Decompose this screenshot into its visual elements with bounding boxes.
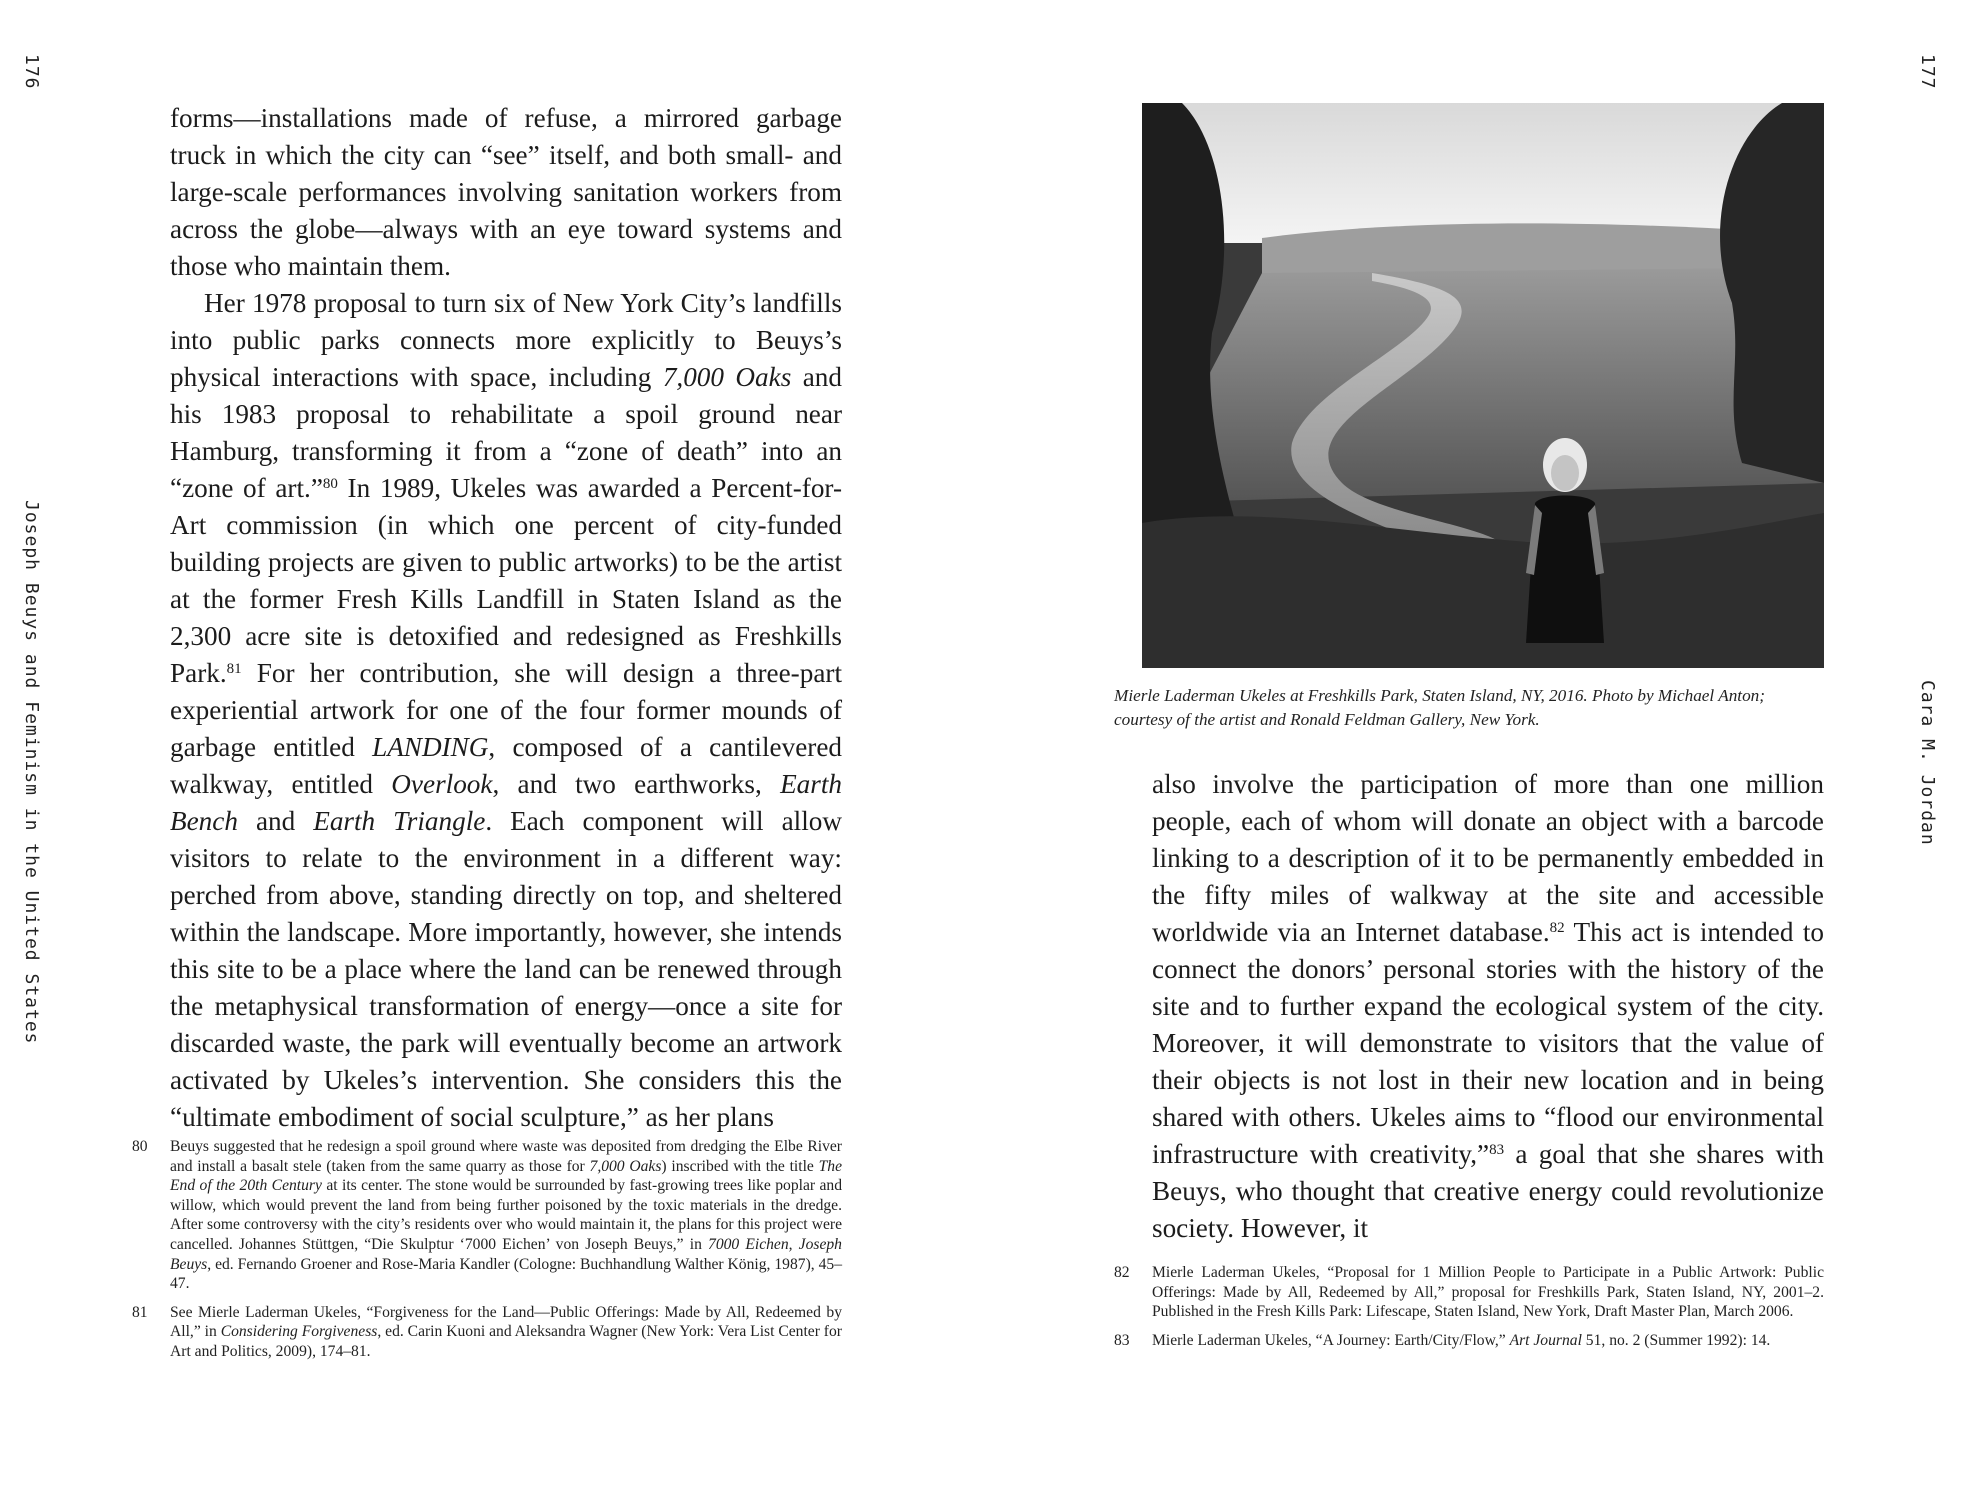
footnote-ref-80[interactable]: 80: [322, 476, 338, 492]
left-footnotes: [132, 1137, 842, 1371]
right-body-text: [1152, 766, 1824, 1247]
left-body-text: [170, 100, 842, 1136]
footnote-81: [132, 1303, 842, 1362]
footnote-83: [1114, 1331, 1824, 1351]
footnote-number: 82: [1114, 1264, 1130, 1281]
footnote-text: Beuys suggested that he redesign a spoil ground where waste was deposited from dredging the Elbe River and install a basalt stele (taken from the same quarry as those for 7,000 Oaks) inscribed with the title The End of the 20th Century at its center. The stone would be surrounded by fast-growing trees like poplar and willow, which would prevent the land from being further poisoned by the toxic materials in the dredge. After some controversy with the city’s residents over who would maintain it, the plans for this project were cancelled. Johannes Stüttgen, “Die Skulptur ‘7000 Eichen’ von Joseph Beuys,” in 7000 Eichen, Joseph Beuys, ed. Fernando Groener and Rose-Maria Kandler (Cologne: Buchhandlung Walther König, 1987), 45–47.: [170, 1138, 843, 1293]
right-footnotes: [1114, 1263, 1824, 1359]
right-page: [992, 0, 1985, 1500]
footnote-80: [132, 1137, 842, 1294]
photo-caption: Mierle Laderman Ukeles at Freshkills Park, Staten Island, NY, 2016. Photo by Michael Anton; courtesy of the artist and Ronald Feldman Gallery, New York.: [1114, 686, 1765, 729]
footnote-text: Mierle Laderman Ukeles, “Proposal for 1 Million People to Participate in a Public Artwork: Public Offerings: Made by All, Redeemed by All,” proposal for Freshkills Park, Staten Island, NY, 2001–2. Published in the Fresh Kills Park: Lifescape, Staten Island, New York, Draft Master Plan, March 2006.: [1152, 1264, 1824, 1321]
landscape-photo: [1142, 103, 1824, 668]
left-page: [0, 0, 992, 1500]
paragraph-2: Her 1978 proposal to turn six of New York City’s landfills into public parks connects more explicitly to Beuys’s physical interactions with space, including 7,000 Oaks and his 1983 proposal to rehabilitate a spoil ground near Hamburg, transforming it from a “zone of death” into an “zone of art.”$^{80}$ In 1989, Ukeles was awarded a Percent-for-Art commission (in which one percent of city-funded building projects are given to public artworks) to be the artist at the former Fresh Kills Landfill in Staten Island as the 2,300 acre site is detoxified and redesigned as Freshkills Park.$^{81}$ For her contribution, she will design a three-part experiential artwork for one of the four former mounds of garbage entitled LANDING, composed of a cantilevered walkway, entitled Overlook, and two earthworks, Earth Bench and Earth Triangle. Each component will allow visitors to relate to the environment in a different way: perched from above, standing directly on top, and sheltered within the landscape. More importantly, however, she intends this site to be a place where the land can be renewed through the metaphysical transformation of energy—once a site for discarded waste, the park will eventually become an artwork activated by Ukeles’s intervention. She considers this the “ultimate embodiment of social sculpture,” as her plans: [170, 288, 842, 1132]
footnote-text: See Mierle Laderman Ukeles, “Forgiveness for the Land—Public Offerings: Made by All, Redeemed by All,” in Considering Forgiveness, ed. Carin Kuoni and Aleksandra Wagner (New York: Vera List Center for Art and Politics, 2009), 174–81.: [170, 1303, 842, 1360]
footnote-ref-82[interactable]: 82: [1549, 920, 1565, 936]
page-number-left: 176: [21, 54, 42, 90]
footnote-ref-81[interactable]: 81: [226, 661, 242, 677]
footnote-text: Mierle Laderman Ukeles, “A Journey: Earth/City/Flow,” Art Journal 51, no. 2 (Summer 1992): 14.: [1152, 1331, 1771, 1349]
running-head-right: Cara M. Jordan: [1917, 680, 1938, 846]
paragraph-3: also involve the participation of more than one million people, each of whom will donate an object with a barcode linking to a description of it to be permanently embedded in the fifty miles of walkway at the site and accessible worldwide via an Internet database.$^{82}$ This act is intended to connect the donors’ personal stories with the history of the site and to further expand the ecological system of the city. Moreover, it will demonstrate to visitors that the value of their objects is not lost in their new location and in being shared with others. Ukeles aims to “flood our environmental infrastructure with creativity,”$^{83}$ a goal that she shares with Beuys, who thought that creative energy could revolutionize society. However, it: [1152, 769, 1824, 1243]
running-head-left: Joseph Beuys and Feminism in the United States: [21, 500, 42, 1045]
page-number-right: 177: [1917, 54, 1938, 90]
footnote-82: [1114, 1263, 1824, 1322]
footnote-number: 81: [132, 1303, 148, 1321]
footnote-ref-83[interactable]: 83: [1489, 1142, 1505, 1158]
footnote-number: 83: [1114, 1331, 1130, 1349]
footnote-number: 80: [132, 1138, 148, 1155]
paragraph-1: forms—installations made of refuse, a mirrored garbage truck in which the city can “see” itself, and both small- and large-scale performances involving sanitation workers from across the globe—always with an eye toward systems and those who maintain them.: [170, 103, 842, 281]
